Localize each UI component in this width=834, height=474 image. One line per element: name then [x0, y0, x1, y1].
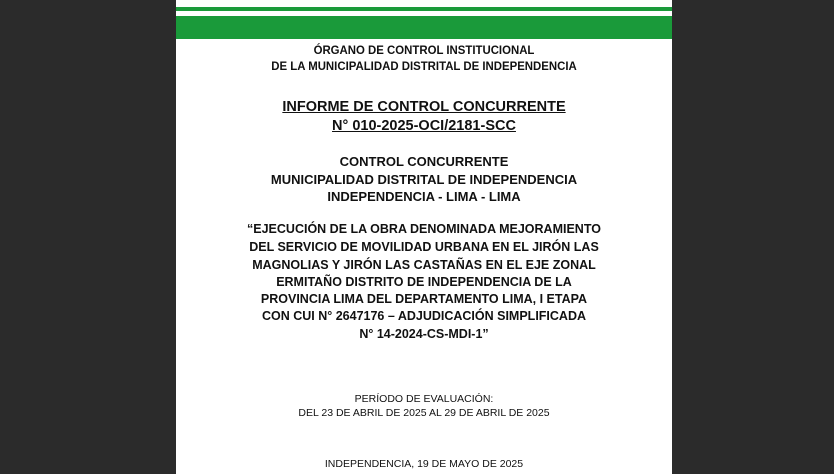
document-page — [176, 0, 672, 474]
project-line: N° 14-2024-CS-MDI-1” — [359, 327, 489, 341]
project-line: MAGNOLIAS Y JIRÓN LAS CASTAÑAS EN EL EJE ZONAL — [252, 258, 596, 272]
evaluation-label: PERÍODO DE EVALUACIÓN: — [354, 393, 494, 405]
control-type: CONTROL CONCURRENTE — [339, 154, 509, 169]
project-line: ERMITAÑO DISTRITO DE INDEPENDENCIA DE LA — [276, 275, 572, 289]
place-date: INDEPENDENCIA, 19 DE MAYO DE 2025 — [324, 458, 524, 470]
entity-name: MUNICIPALIDAD DISTRITAL DE INDEPENDENCIA — [270, 172, 578, 187]
entity-location: INDEPENDENCIA - LIMA - LIMA — [327, 189, 521, 204]
header-green-stripe — [176, 7, 672, 11]
header-green-band — [176, 16, 672, 39]
report-number: N° 010-2025-OCI/2181-SCC — [332, 118, 516, 134]
report-title: INFORME DE CONTROL CONCURRENTE — [282, 99, 566, 115]
project-line: CON CUI N° 2647176 – ADJUDICACIÓN SIMPLIFICADA — [261, 309, 587, 323]
evaluation-range: DEL 23 DE ABRIL DE 2025 AL 29 DE ABRIL DE 2025 — [298, 407, 550, 419]
institution-line-2: DE LA MUNICIPALIDAD DISTRITAL DE INDEPENDENCIA — [271, 59, 577, 73]
institution-line-1: ÓRGANO DE CONTROL INSTITUCIONAL — [313, 43, 535, 57]
project-line: “EJECUCIÓN DE LA OBRA DENOMINADA MEJORAMIENTO — [247, 222, 601, 236]
project-line: PROVINCIA LIMA DEL DEPARTAMENTO LIMA, I ETAPA — [260, 292, 588, 306]
project-line: DEL SERVICIO DE MOVILIDAD URBANA EN EL JIRÓN LAS — [249, 240, 599, 254]
